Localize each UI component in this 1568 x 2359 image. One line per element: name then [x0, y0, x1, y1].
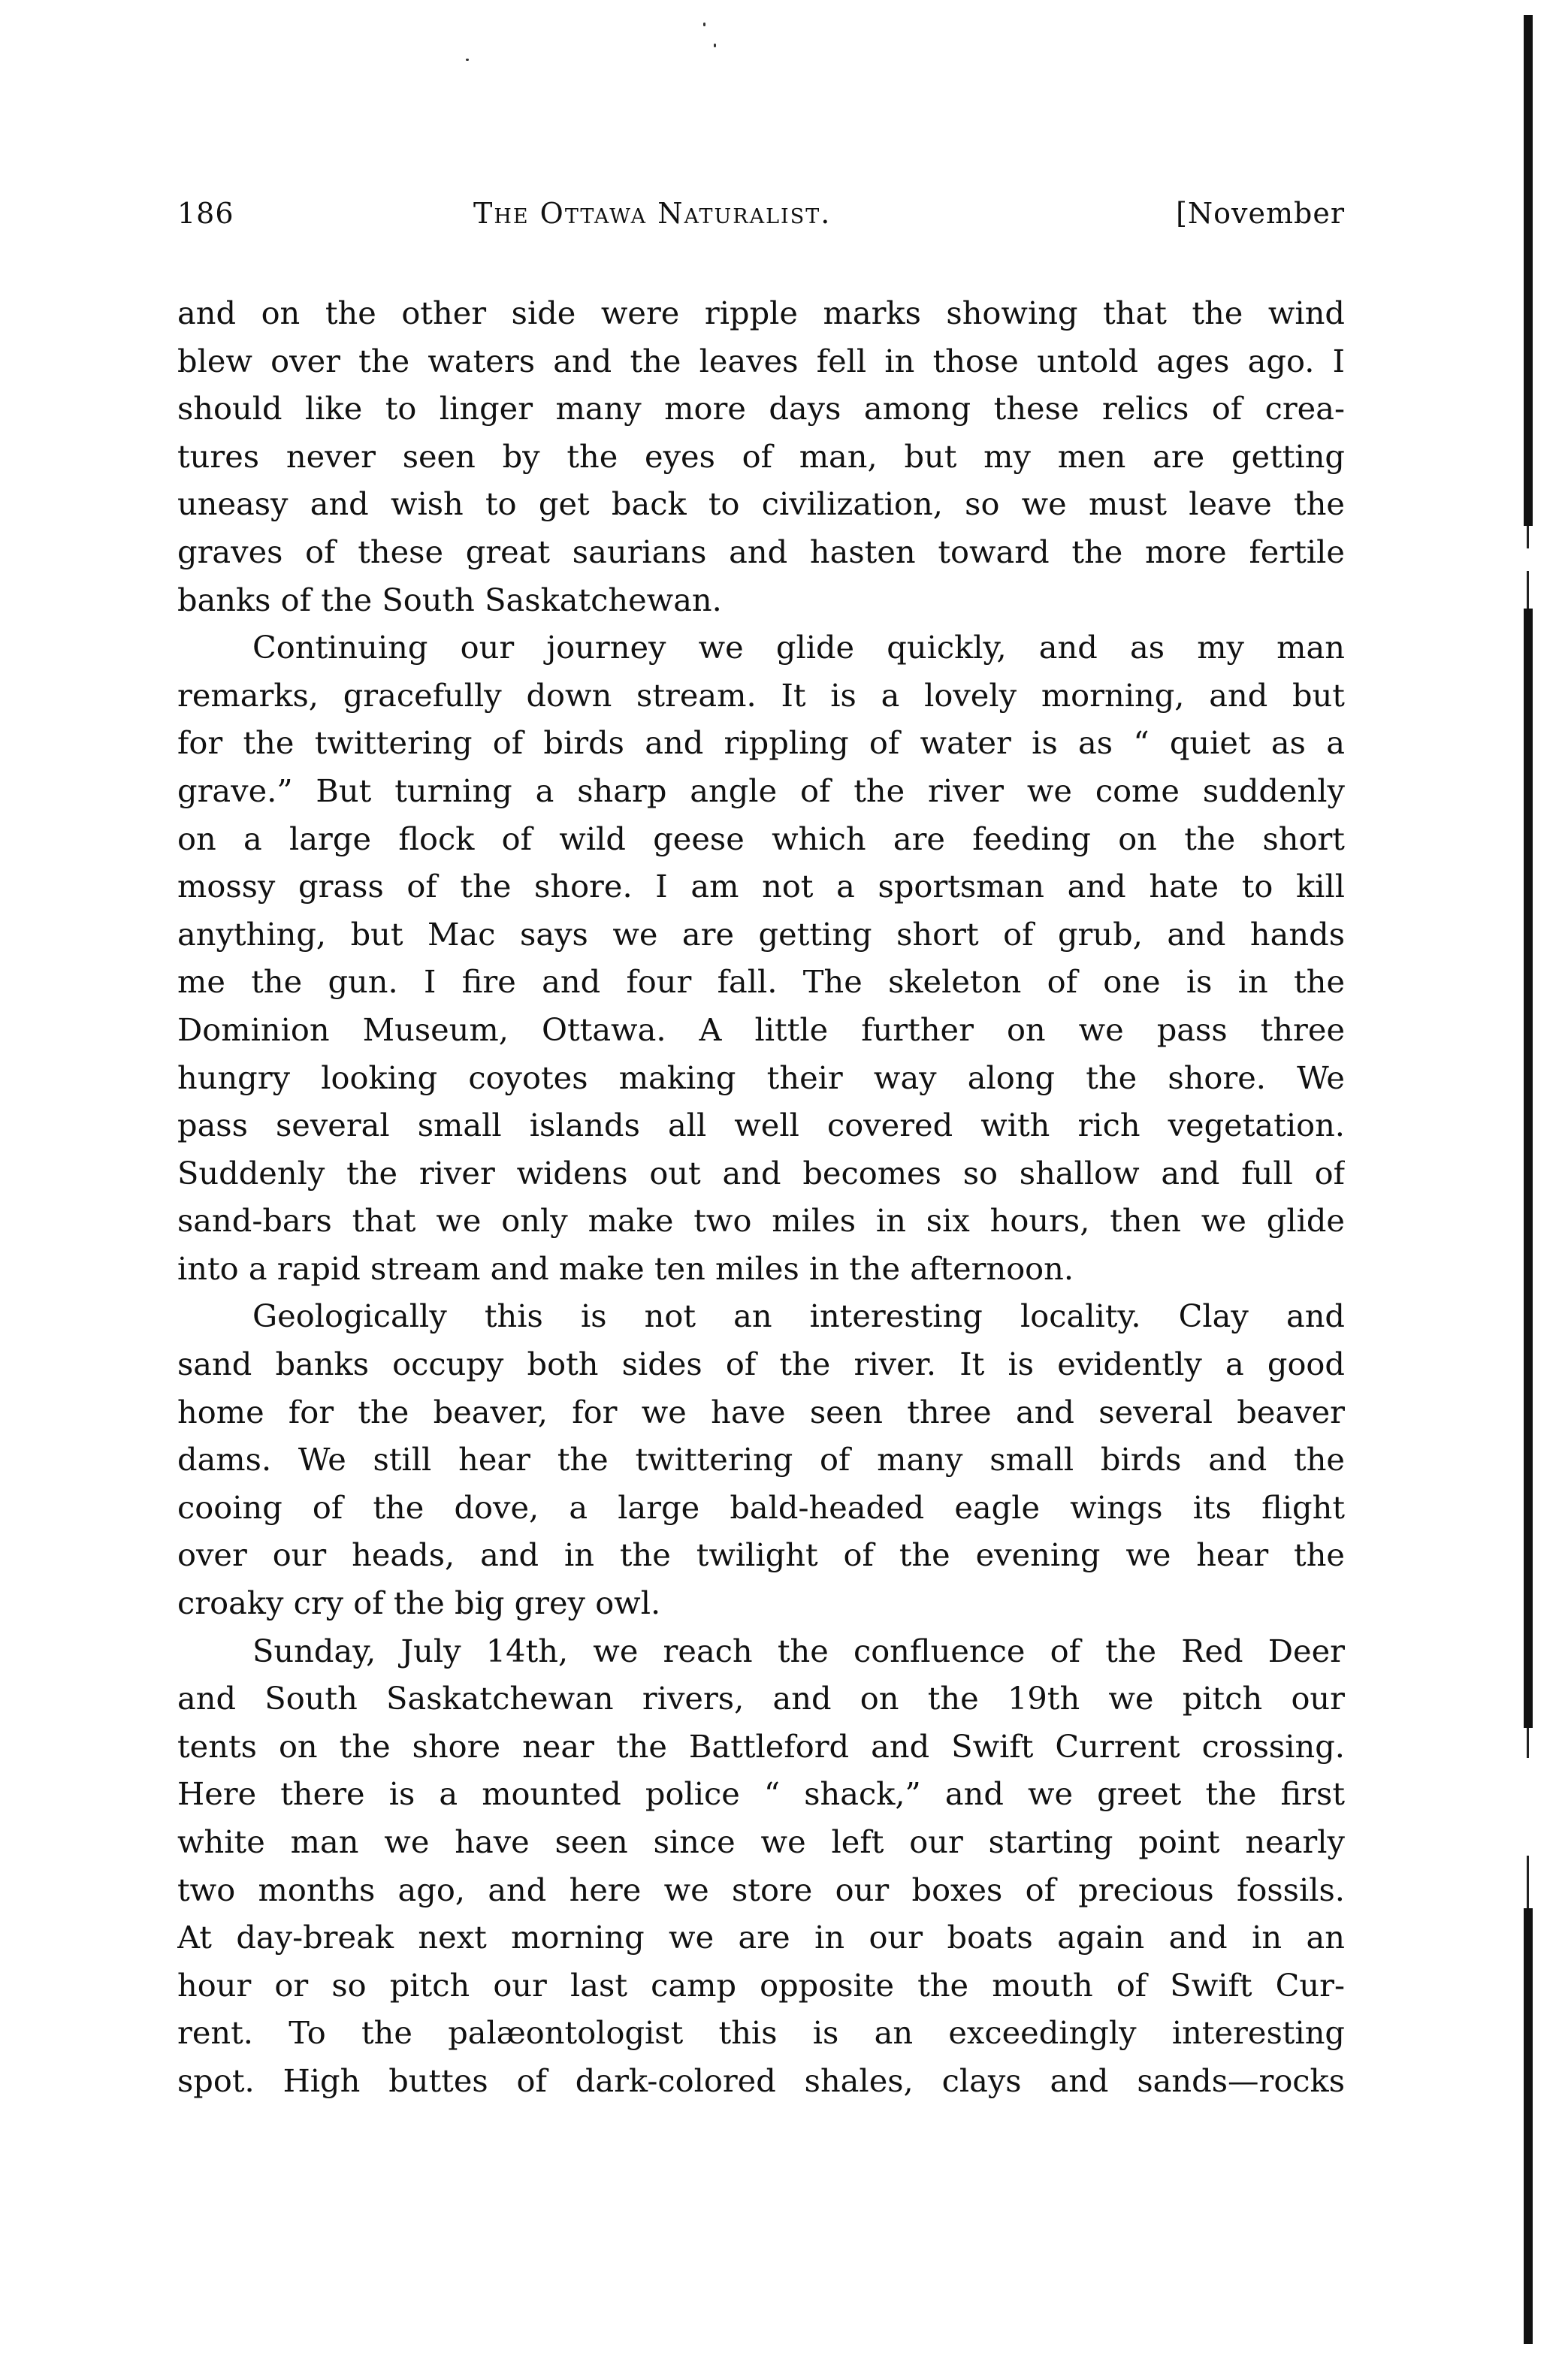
- text-line: uneasy and wish to get back to civilization, so we must leave the: [177, 485, 1345, 523]
- text-line: Here there is a mounted police “ shack,” and we greet the first: [177, 1775, 1345, 1813]
- scan-edge-mark: [1527, 571, 1529, 609]
- text-line: tures never seen by the eyes of man, but my men are getting: [177, 437, 1345, 475]
- text-line: mossy grass of the shore. I am not a sportsman and hate to kill: [177, 868, 1345, 905]
- text-line: Suddenly the river widens out and becomes so shallow and full of: [177, 1154, 1345, 1192]
- text-line: tents on the shore near the Battleford and Swift Current crossing.: [177, 1727, 1345, 1765]
- text-line: rent. To the palæontologist this is an exceedingly interesting: [177, 2014, 1345, 2052]
- text-line: into a rapid stream and make ten miles in the afternoon.: [177, 1249, 1074, 1287]
- text-line: Sunday, July 14th, we reach the confluence of the Red Deer: [252, 1632, 1345, 1669]
- text-line: Geologically this is not an interesting locality. Clay and: [252, 1297, 1345, 1335]
- text-line: banks of the South Saskatchewan.: [177, 581, 722, 618]
- text-line: croaky cry of the big grey owl.: [177, 1584, 661, 1622]
- text-line: cooing of the dove, a large bald-headed eagle wings its flight: [177, 1488, 1345, 1526]
- text-line: hungry looking coyotes making their way along the shore. We: [177, 1059, 1345, 1096]
- paragraph-3: [177, 1292, 1345, 1627]
- scan-speck: [714, 44, 716, 47]
- scan-binding-edge: [1524, 15, 1533, 2344]
- text-line: white man we have seen since we left our starting point nearly: [177, 1823, 1345, 1860]
- running-title: The Ottawa Naturalist.: [473, 197, 832, 230]
- text-line: me the gun. I fire and four fall. The skeleton of one is in the: [177, 963, 1345, 1001]
- text-line: graves of these great saurians and hasten toward the more fertile: [177, 533, 1345, 570]
- text-line: sand-bars that we only make two miles in six hours, then we glide: [177, 1202, 1345, 1240]
- text-line: dams. We still hear the twittering of many small birds and the: [177, 1441, 1345, 1479]
- running-month: [November: [1176, 197, 1345, 230]
- text-line: on a large flock of wild geese which are feeding on the short: [177, 820, 1345, 857]
- scan-edge-mark: [1527, 1856, 1529, 1908]
- text-line: hour or so pitch our last camp opposite the mouth of Swift Cur-: [177, 1966, 1345, 2004]
- page-number: 186: [177, 197, 234, 230]
- text-line: for the twittering of birds and rippling of water is as “ quiet as a: [177, 724, 1345, 762]
- text-line: should like to linger many more days among these relics of crea-: [177, 390, 1345, 427]
- text-line: and South Saskatchewan rivers, and on the 19th we pitch our: [177, 1680, 1345, 1717]
- scan-speck: [466, 59, 469, 61]
- paragraph-2: [177, 624, 1345, 1292]
- paragraph-4: [177, 1627, 1345, 2105]
- text-line: two months ago, and here we store our boxes of precious fossils.: [177, 1871, 1345, 1908]
- text-line: home for the beaver, for we have seen three and several beaver: [177, 1393, 1345, 1430]
- scan-speck: [703, 23, 705, 26]
- paragraph-1: [177, 289, 1345, 624]
- text-line: and on the other side were ripple marks showing that the wind: [177, 294, 1345, 331]
- text-line: Continuing our journey we glide quickly, and as my man: [252, 629, 1345, 666]
- scan-edge-mark: [1527, 526, 1529, 548]
- scan-edge-mark: [1527, 1728, 1529, 1758]
- text-line: pass several small islands all well covered with rich vegetation.: [177, 1107, 1345, 1144]
- text-line: over our heads, and in the twilight of the evening we hear the: [177, 1536, 1345, 1574]
- text-line: blew over the waters and the leaves fell in those untold ages ago. I: [177, 342, 1345, 379]
- body-text: [177, 289, 1345, 2105]
- text-line: anything, but Mac says we are getting short of grub, and hands: [177, 915, 1345, 953]
- running-header: [177, 197, 1345, 242]
- text-line: Dominion Museum, Ottawa. A little further on we pass three: [177, 1010, 1345, 1048]
- text-line: At day-break next morning we are in our boats again and in an: [177, 1919, 1345, 1956]
- text-line: grave.” But turning a sharp angle of the river we come suddenly: [177, 772, 1345, 809]
- text-line: spot. High buttes of dark-colored shales, clays and sands—rocks: [177, 2061, 1345, 2099]
- text-line: sand banks occupy both sides of the river. It is evidently a good: [177, 1346, 1345, 1383]
- text-line: remarks, gracefully down stream. It is a lovely morning, and but: [177, 676, 1345, 714]
